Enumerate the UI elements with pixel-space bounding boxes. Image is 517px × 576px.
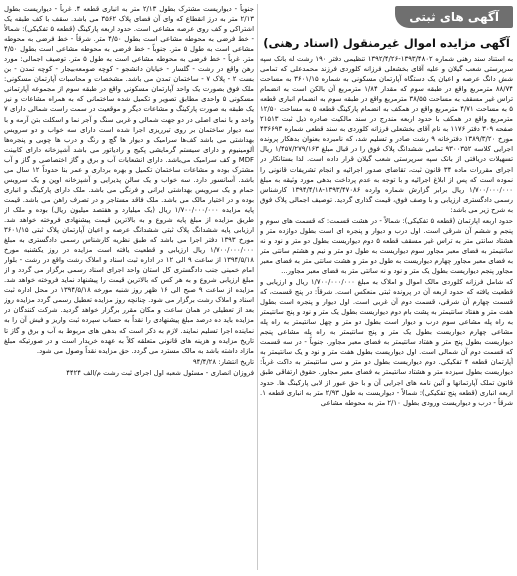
right-column — [260, 4, 513, 570]
ad-title: آگهی مزایده اموال غیرمنقول (اسناد رهنی) — [263, 36, 510, 50]
section-badge: آگهی های ثبتی — [395, 6, 513, 28]
right-closing-paragraph: که شامل فرزانه کلوردی مالک اموال و املاک به مبلغ ۱/۷۰۰/۰۰۰/۰۰۰ ریال و ارزیابی و قطعیت یافته که حدود اربعه آن در پرونده ثبتی منعکس است. شرقاً: در پنج قسمت، که قسمت چهارم آن شرقی، قسمت دوم آن غربی است. اول دیوار و پنجره است بطول هفت متر و هفتاد سانتیمتر به پشت بام دوم دیواریست بطول یک متر و نود و پنج سانتیمتر به راه پله مشاعی سوم درب و دیوار است بطول دو متر و چهل سانتیمتر به راه پله مشاعی چهارم دیواریست بطول یک متر و پنج سانتیمتر به راه پله مشاعی پنجم دیواریست بطول پنج متر و هفتاد سانتیمتر به فضای معبر مجاور. جنوباً - در سه قسمت که قسمت دوم آن شمالی است. اول دیواریست بطول هفت متر و نود و یک سانتیمتر به آپارتمان قطعه ۴ تفکیکی. دوم دیواریست بطول دو متر و سی سانتیمتر به داکت غرباً: دیواریست بطول سیزده متر و هشتاد سانتیمتر به فضای معبر مجاور. حقوق ارتفاقی طبق قانون تملک آپارتمانها و آئین نامه های اجرایی آن و با حق عبور از لابی پارکینگ ها. حدود اربعه انباری (قطعه پنج تفکیکی): شمالاً - دیواریست به طول ۲/۹۳ متر به انباری قطعه ۱. شرقاً - درب و دیواریست ورودی بطول ۲/۱۰ متر به محوطه مشاعی — [260, 278, 513, 407]
right-bounds-paragraph: حدود اربعه اپارتمان (قطعه ۵ تفکیکی): شمالاً - در هشت قسمت: که قسمت های سوم و پنجم و ششم آن شرقی است. اول درب و دیوار و پنجره ای است بطول دوازده متر و هشتاد سانتی متر به تراس غیر مسقف قطعه ۵ دوم دیواریست بطول دو متر و نود و نه سانتیمتر به فضای معبر مجاور سوم دیواریست به طول دو متر و نیم و هشتم سانتی متر به فضای معبر مجاور چهارم دیواریست به طول دو متر و هشت سانتی متر به فضای معبر مجاور پنجم دیواریست بطول یک متر و نود و نه سانتی متر به فضای معبر مجاور... — [260, 216, 513, 275]
column-divider — [257, 4, 258, 570]
publish-date: تاریخ انتشار: ۹۴/۴/۲۸ — [192, 357, 254, 366]
left-column — [4, 4, 254, 570]
left-body-paragraph: جنوباً - دیواریست مشترک بطول ۲/۱۳ متر به انباری قطعه ۴. غرباً - دیواریست بطول ۲/۱۳ متر به درز انقطاع که وای آن فضای پلاک ۳۵۶۲ می باشد. سقف با کف طبقه یک اشتراکی و کف روی عرصه مشاعی است. حدود اربعه پارکینگ (قطعه ۵ تفکیکی): شمالاً - خط فرضی به محوطه مشاعی است بطول ۴/۵۰ متر. شرقاً - خط فرضی به محوطه مشاعی است به طول ۵ متر. جنوباً - خط فرضی به محوطه مشاعی است بطول ۴/۵۰ متر. غرباً - خط فرضی به محوطه مشاعی است به طول ۵ متر. توصیف اجمالی: مورد رهن واقع در رشت - گلسار - خیابان دانشجو - کوچه صومعه‌بیجار - کوچه تمدن - بن بست ۲ - پلاک ۷ - ساختمان تمدن می باشد. مشخصات و محاسبات آپارتمان مسکونی: ملک فوق بصورت یک واحد آپارتمان مسکونی واقع در طبقه سوم از مجموعه آپارتمانی مسکونی ۵ واحدی مطابق تصویر و تکمیل شده ساختمانی که به همراه مشاعات و نیز یک طبقه به صورت پارکینگ و مشاعات دیگر و موقعیت در سمت راست شمالی دارای ۷ واحد و با نمای اصلی در دو جهت شمالی و غربی سنگ و آجر نما و اسکلت بتن آرمه و با سه دیوار ساختمان بر روی تیر‌ریزی اجرا شده است دارای سه خواب و دو سرویس بهداشتی می باشد کف‌ها سرامیک و دیوار ها گچ و رنگ و درب ها چوبی و پنجره‌ها آلومینیوم و دارای سیستم گرمایشی پکیج و رادیاتور می باشد آشپزخانه دارای کابینت MDF و کف سرامیک می‌باشد. دارای انشعابات آب و برق و گاز اختصاصی و گاز و آب مشترک بوده و مشاعات ساختمان تکمیل و بهره برداری و عمر بنا حدوداً ۱۲ سال می باشد. آسانسور دارد. سه خواب و یک سالن پذیرایی و آشپزخانه اوپن و یک سرویس حمام و یک سرویس بهداشتی ایرانی و فرنگی می باشد. ملک دارای پارکینگ و انباری بوده و در اختیار مالک می باشد. ملک فاقد مستاجر و در تصرف راهن می باشد. قیمت پایه مزایده ۱/۷۰۰/۰۰۰/۰۰۰ ریال (یک میلیارد و هفتصد میلیون ریال) بوده و ملک از طریق مزایده از مبلغ پایه شروع و به بالاترین قیمت پیشنهادی فروخته خواهد شد. ارزیابی پایه ششدانگ پلاک ثبتی ششدانگ عرصه و اعیان آپارتمان پلاک ثبتی ۳۶۰۱/۱۵ مورخ ۱۳۹۳ دفتر اجرا می باشد که طبق نظریه کارشناس رسمی دادگستری به مبلغ ۱/۷۰۰/۰۰۰/۰۰۰ ریال ارزیابی و قطعیت یافته است مزایده در روز یکشنبه مورخ ۱۳۹۴/۵/۱۸ از ساعت ۹ الی ۱۲ در اداره ثبت اسناد و املاک رشت واقع در رشت - بلوار امام خمینی جنب دادگستری کل استان واحد اجرای اسناد رسمی برگزار می گردد و از مبلغ ارزیابی شروع و به هر کس که بالاترین قیمت را پیشنهاد نماید فروخته خواهد شد. مزایده از ساعت ۹ صبح الی ۱۶ ظهر روز شنبه مورخه ۱۳۹۴/۵/۱۸ در محل اداره ثبت اسناد و املاک رشت برگزار می شود. چنانچه روز مزایده تعطیل رسمی گردد مزایده روز بعد از تعطیلی در همان ساعت و مکان مقرر برگزار خواهد گردید. شرکت کنندگان در مزایده باید ده درصد مبلغ پیشنهادی را نقداً به حساب سپرده ثبت واریز و فیش آن را به نماینده اجرا تسلیم نمایند. لازم به ذکر است که بدهی های مربوط به آب و برق و گاز تا تاریخ مزایده و هزینه های قانونی متعلقه کلاً به عهده خریدار است و در صورتیکه مبلغ مازاد داشته باشد به مالک مسترد می گردد. حق مزایده نقداً وصول می شود. — [4, 5, 254, 355]
signature: فروزان انصاری - مسئول شعبه اول اجرای ثبت رشت م/الف ۴۴۲۴ — [66, 368, 254, 377]
right-body-text — [260, 54, 513, 408]
right-body-paragraph: به استناد سند رهنی شماره ۱۳۹۳/۴۸۰۲-۱۳۹۲/۴/۲۶ تنظیمی دفتر ۱۹۰ رشت له بانک سپه سرپرستی شعب گیلان و علیه آقای بخشعلی فرزانه کلوردی فرزند محمدعلی که تمامی شش دانگ عرصه و اعیان یک دستگاه آپارتمان مسکونی به شماره ۳۶۰۱/۱۵ به مساحت ۸۸/۷۴ مترمربع واقع در طبقه سوم که مقدار ۱/۸۴ مترمربع آن بالکن است به انضمام تراس غیر مسقف به مساحت ۳۸/۵۵ مترمربع واقع در طبقه سوم به انضمام انباری قطعه ۵ به مساحت ۴/۷۱ مترمربع واقع در همکف به انضمام پارکینگ قطعه ۵ به مساحت ۱۲/۵۰ مترمربع واقع در همکف با حدود اربعه مندرج در سند مالکیت صادره ذیل ثبت ۲۱۵۱۳ صفحه ۳۰۹ دفتر ۱۱۷۶ به نام آقای بخشعلی فرزانه کلوردی به سند قطعی شماره ۴۳۶۶۹۳ مورخ ۱۳۸۹/۳/۲۰ دفترخانه ۹ رشت صادر و تسلیم شد، که نامبرده بعنوان بدهکار پرونده اجرایی کلاسه ۹۳۰۰۳۵۲ تمامی ششدانگ پلاک فوق را در قبال مبلغ ۱/۴۵۷/۲۷۹/۱۶۳ ریال تسهیلات دریافتی از بانک سپه سرپرستی شعب گیلان قرار داده است. لذا بستانکار در اجرای مقررات ماده ۳۴ قانون ثبت، تقاضای صدور اجرائیه و انجام تشریفات قانونی را نموده است که پس از ابلاغ اجرائیه و با توجه به عدم پرداخت بدهی مورد وثیقه به مبلغ ۱/۷۰۰/۰۰۰/۰۰۰ ریال برابر گزارش شماره وارده ۱۳۹۳/۴۷۰۸۶-۱۳۹۴/۴/۱۸ کارشناس رسمی دادگستری ارزیابی و با وصف فوق، قیمت گذاری گردید. توصیف اجمالی پلاک فوق به شرح زیر می باشد: — [260, 55, 513, 214]
left-body-text — [4, 4, 254, 378]
header — [260, 4, 513, 30]
